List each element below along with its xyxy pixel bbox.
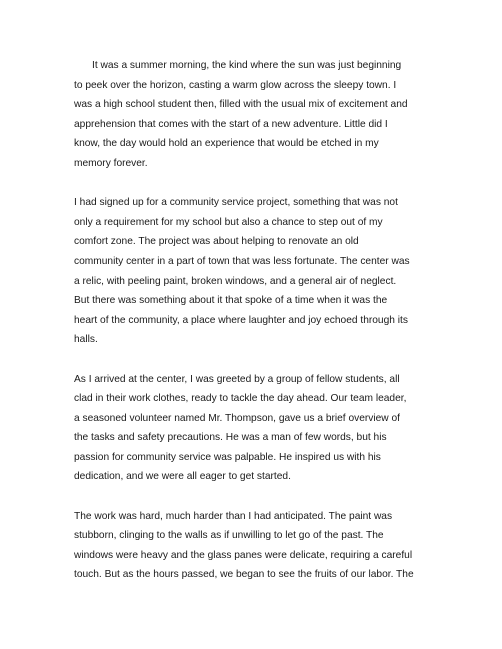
text-line: only a requirement for my school but also a chance to step out of my bbox=[74, 216, 383, 228]
text-line: halls. bbox=[74, 334, 98, 346]
paragraph-4 bbox=[74, 507, 434, 585]
text-line: memory forever. bbox=[74, 157, 148, 169]
text-line: clad in their work clothes, ready to tackle the day ahead. Our team leader, bbox=[74, 393, 407, 405]
text-line: the tasks and safety precautions. He was a man of few words, but his bbox=[74, 432, 387, 444]
text-line: a relic, with peeling paint, broken windows, and a general air of neglect. bbox=[74, 275, 397, 287]
text-line: As I arrived at the center, I was greeted by a group of fellow students, all bbox=[74, 373, 400, 385]
text-line: The work was hard, much harder than I had anticipated. The paint was bbox=[74, 510, 393, 522]
paragraph-2 bbox=[74, 193, 434, 350]
text-line: But there was something about it that spoke of a time when it was the bbox=[74, 295, 388, 307]
text-line: know, the day would hold an experience that would be etched in my bbox=[74, 138, 379, 150]
text-line: windows were heavy and the glass panes were delicate, requiring a careful bbox=[74, 549, 413, 561]
text-line: I had signed up for a community service project, something that was not bbox=[74, 197, 398, 209]
text-line: to peek over the horizon, casting a warm glow across the sleepy town. I bbox=[74, 79, 397, 91]
text-line: heart of the community, a place where laughter and joy echoed through its bbox=[74, 314, 408, 326]
text-line: passion for community service was palpable. He inspired us with his bbox=[74, 451, 381, 463]
paragraph-3 bbox=[74, 370, 434, 488]
text-line: comfort zone. The project was about helping to renovate an old bbox=[74, 236, 359, 248]
text-line: community center in a part of town that was less fortunate. The center was bbox=[74, 255, 410, 267]
text-line: was a high school student then, filled with the usual mix of excitement and bbox=[74, 99, 408, 111]
text-line: It was a summer morning, the kind where the sun was just beginning bbox=[92, 60, 402, 71]
body-text bbox=[74, 56, 434, 605]
text-line: stubborn, clinging to the walls as if unwilling to let go of the past. The bbox=[74, 530, 384, 542]
text-line: touch. But as the hours passed, we began to see the fruits of our labor. The bbox=[74, 569, 414, 581]
paragraph-1 bbox=[74, 56, 434, 174]
text-line: a seasoned volunteer named Mr. Thompson, gave us a brief overview of bbox=[74, 412, 400, 424]
text-line: apprehension that comes with the start of a new adventure. Little did I bbox=[74, 118, 388, 130]
text-line: dedication, and we were all eager to get started. bbox=[74, 471, 291, 483]
